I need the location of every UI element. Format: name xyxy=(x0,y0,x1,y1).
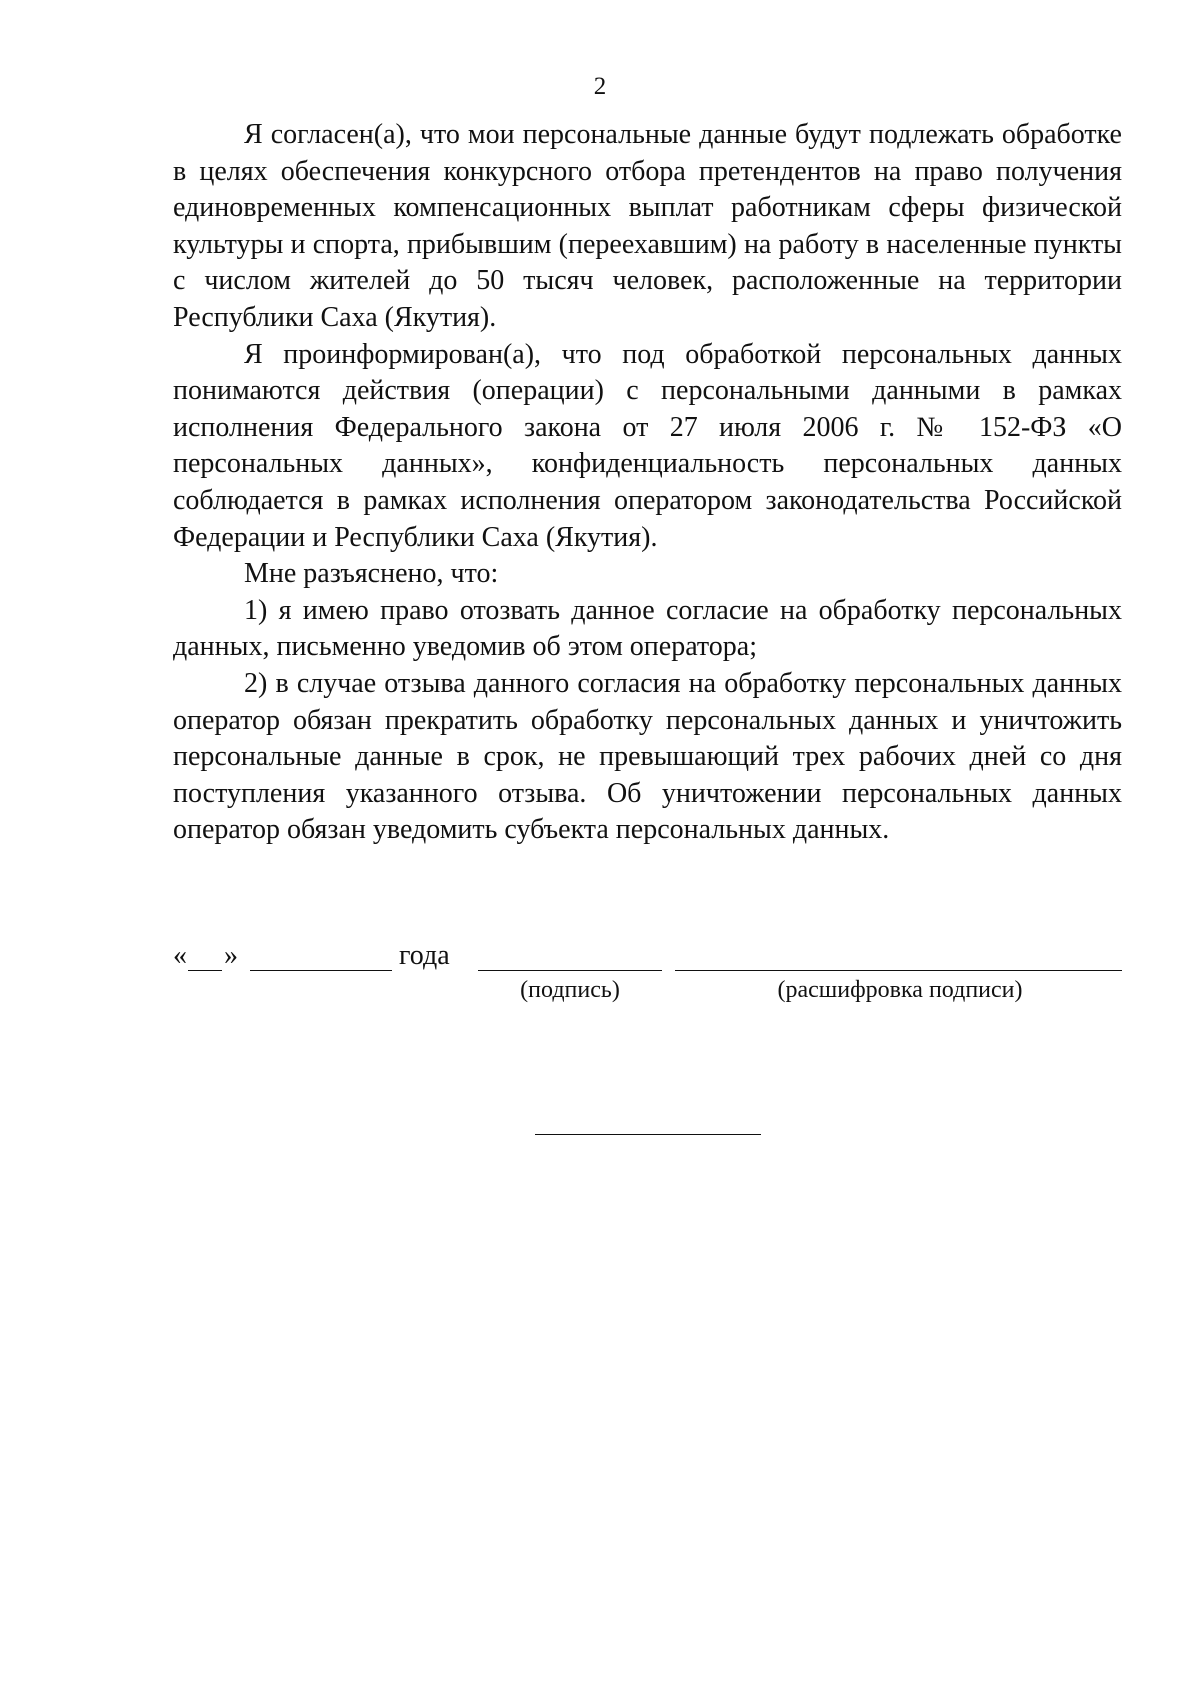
signature-decoding-line[interactable] xyxy=(675,970,1122,971)
signature-caption: (подпись) xyxy=(520,977,620,1003)
consent-text xyxy=(173,117,1122,849)
year-label: года xyxy=(399,940,450,971)
date-open-quote: « xyxy=(173,940,187,971)
paragraph-consent: Я согласен(а), что мои персональные данные будут подлежать обработке в целях обеспечения конкурсного отбора претендентов на право получения единовременных компенсационных выплат работникам сферы физической культуры и спорта, прибывшим (переехавшим) на работу в населенные пункты с числом жителей до 50 тысяч человек, расположенные на территории Республики Саха (Якутия). xyxy=(173,119,1122,333)
signature-block xyxy=(173,938,1122,1003)
month-blank-line[interactable] xyxy=(250,970,392,971)
signature-line[interactable] xyxy=(478,970,662,971)
list-item-revoke-consequence: 2) в случае отзыва данного согласия на обработку персональных данных оператор обязан прекратить обработку персональных данных и уничтожить персональные данные в срок, не превышающий трех рабочих дней со дня поступления указанного отзыва. Об уничтожении персональных данных оператор обязан уведомить субъекта персональных данных. xyxy=(173,667,1122,846)
date-close-quote: » xyxy=(224,940,238,971)
closing-divider xyxy=(535,1134,761,1135)
list-item-revoke-right: 1) я имею право отозвать данное согласие на обработку персональных данных, письменно уведомив об этом оператора; xyxy=(173,594,1122,663)
page-number: 2 xyxy=(593,73,607,100)
paragraph-explained: Мне разъяснено, что: xyxy=(244,558,499,590)
day-blank-line[interactable] xyxy=(188,970,222,971)
signature-decoding-caption: (расшифровка подписи) xyxy=(777,977,1023,1003)
paragraph-informed: Я проинформирован(а), что под обработкой персональных данных понимаются действия (операции) с персональными данными в рамках исполнения Федерального закона от 27 июля 2006 г. № 152-ФЗ «О персональных данных», конфиденциальность персональных данных соблюдается в рамках исполнения оператором законодательства Российской Федерации и Республики Саха (Якутия). xyxy=(173,338,1122,553)
